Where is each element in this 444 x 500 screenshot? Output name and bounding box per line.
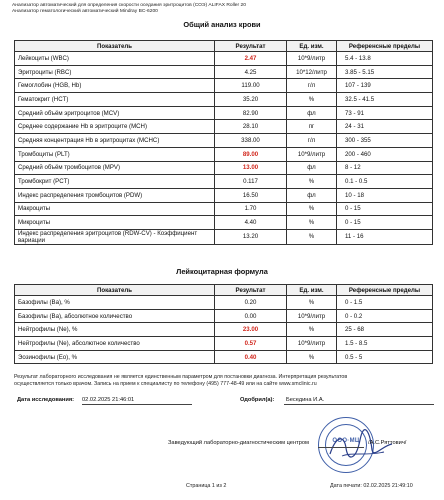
result-cell: 0.40: [215, 350, 287, 364]
signature-line: [82, 404, 192, 405]
unit-cell: фл: [287, 188, 337, 202]
unit-cell: фл: [287, 106, 337, 120]
reference-cell: 0 - 15: [337, 202, 433, 216]
unit-cell: 10*12/литр: [287, 65, 337, 79]
approved-value: Беседина И.А.: [286, 397, 325, 403]
head-value: /А.С.Ряттович/: [368, 440, 407, 446]
table-row: [15, 350, 433, 364]
table-row: [15, 134, 433, 148]
col-header-reference: Референсные пределы: [337, 285, 433, 296]
table-row: [15, 175, 433, 189]
result-cell: 35.20: [215, 93, 287, 107]
indicator-cell: Базофилы (Ba), абсолютное количество: [15, 309, 215, 323]
result-cell: 1.70: [215, 202, 287, 216]
result-cell: 13.20: [215, 229, 287, 244]
col-header-indicator: Показатель: [15, 285, 215, 296]
indicator-cell: Средняя концентрация Hb в эритроцитах (MCHC): [15, 134, 215, 148]
disclaimer-note: [14, 374, 434, 387]
section-title-cbc: Общий анализ крови: [183, 20, 261, 29]
reference-cell: 8 - 12: [337, 161, 433, 175]
unit-cell: 10*9/литр: [287, 309, 337, 323]
unit-cell: фл: [287, 161, 337, 175]
col-header-result: Результат: [215, 41, 287, 52]
reference-cell: 10 - 18: [337, 188, 433, 202]
reference-cell: 24 - 31: [337, 120, 433, 134]
unit-cell: %: [287, 93, 337, 107]
head-label: Заведующий лабораторно-диагностическим центром: [168, 440, 309, 446]
indicator-cell: Тромбоциты (PLT): [15, 147, 215, 161]
indicator-cell: Тромбокрит (PCT): [15, 175, 215, 189]
table-row: [15, 52, 433, 66]
result-cell: 13.00: [215, 161, 287, 175]
result-cell: 0.57: [215, 337, 287, 351]
indicator-cell: Индекс распределения тромбоцитов (PDW): [15, 188, 215, 202]
reference-cell: 0 - 1.5: [337, 296, 433, 310]
indicator-cell: Микроциты: [15, 216, 215, 230]
unit-cell: %: [287, 350, 337, 364]
result-cell: 0.20: [215, 296, 287, 310]
unit-cell: %: [287, 296, 337, 310]
signature-icon: [326, 426, 396, 466]
unit-cell: 10*9/литр: [287, 147, 337, 161]
table-header-row: [15, 285, 433, 296]
indicator-cell: Нейтрофилы (Ne), абсолютное количество: [15, 337, 215, 351]
note-line: Результат лабораторного исследования не является единственным параметром для постановки диагноза. Интерпретация результатов: [14, 374, 348, 380]
col-header-indicator: Показатель: [15, 41, 215, 52]
reference-cell: 1.5 - 8.5: [337, 337, 433, 351]
reference-cell: 0.5 - 5: [337, 350, 433, 364]
unit-cell: %: [287, 229, 337, 244]
print-date: Дата печати: 02.02.2025 21:49:10: [330, 483, 413, 489]
table-row: [15, 188, 433, 202]
unit-cell: г/л: [287, 79, 337, 93]
result-cell: 89.00: [215, 147, 287, 161]
table-row: [15, 147, 433, 161]
reference-cell: 107 - 139: [337, 79, 433, 93]
unit-cell: %: [287, 202, 337, 216]
approved-label: Одобрил(а):: [240, 397, 275, 403]
analyzer-header: [12, 3, 246, 15]
study-date-label: Дата исследования:: [17, 397, 75, 403]
study-date-value: 02.02.2025 21:46:01: [82, 397, 135, 403]
table-row: [15, 337, 433, 351]
note-line: осуществляется только врачом. Запись на прием к специалисту по телефону (495) 777-48-49 или на сайте www.smclinic.ru: [14, 380, 317, 387]
table-row: [15, 93, 433, 107]
col-header-result: Результат: [215, 285, 287, 296]
table-row: [15, 296, 433, 310]
reference-cell: 32.5 - 41.5: [337, 93, 433, 107]
indicator-cell: Индекс распределения эритроцитов (RDW-CV) - Коэффициент вариации: [15, 229, 215, 244]
col-header-reference: Референсные пределы: [337, 41, 433, 52]
indicator-cell: Лейкоциты (WBC): [15, 52, 215, 66]
unit-cell: 10*9/литр: [287, 52, 337, 66]
analyzer-line: Анализатор гематологический автоматический Mindray BC-6200: [12, 9, 158, 15]
table-row: [15, 161, 433, 175]
result-cell: 16.50: [215, 188, 287, 202]
section-title-leukocyte: Лейкоцитарная формула: [176, 267, 268, 276]
reference-cell: 0 - 15: [337, 216, 433, 230]
table-row: [15, 216, 433, 230]
table-row: [15, 202, 433, 216]
unit-cell: %: [287, 175, 337, 189]
unit-cell: г/л: [287, 134, 337, 148]
indicator-cell: Макроциты: [15, 202, 215, 216]
table-row: [15, 229, 433, 244]
indicator-cell: Средний объём эритроцитов (MCV): [15, 106, 215, 120]
result-cell: 28.10: [215, 120, 287, 134]
table-row: [15, 120, 433, 134]
indicator-cell: Эритроциты (RBC): [15, 65, 215, 79]
result-cell: 0.00: [215, 309, 287, 323]
unit-cell: %: [287, 216, 337, 230]
result-cell: 4.40: [215, 216, 287, 230]
lab-stamp-icon: ООО·МЦ: [318, 417, 374, 473]
table-row: [15, 323, 433, 337]
unit-cell: %: [287, 323, 337, 337]
signature-line: [284, 404, 434, 405]
indicator-cell: Среднее содержание Hb в эритроците (MCH): [15, 120, 215, 134]
result-cell: 338.00: [215, 134, 287, 148]
result-cell: 2.47: [215, 52, 287, 66]
reference-cell: 300 - 355: [337, 134, 433, 148]
result-cell: 4.25: [215, 65, 287, 79]
table-header-row: [15, 41, 433, 52]
indicator-cell: Гематокрит (HCT): [15, 93, 215, 107]
indicator-cell: Эозинофилы (Eo), %: [15, 350, 215, 364]
reference-cell: 0.1 - 0.5: [337, 175, 433, 189]
signature-line: [318, 447, 364, 448]
analyzer-line: Анализатор автоматический для определения скорости оседания эритроцитов (СОЭ) ALIFAX Roller 20: [12, 3, 246, 8]
reference-cell: 5.4 - 13.8: [337, 52, 433, 66]
col-header-unit: Ед. изм.: [287, 285, 337, 296]
indicator-cell: Базофилы (Ba), %: [15, 296, 215, 310]
reference-cell: 3.85 - 5.15: [337, 65, 433, 79]
reference-cell: 11 - 16: [337, 229, 433, 244]
col-header-unit: Ед. изм.: [287, 41, 337, 52]
leukocyte-table: [14, 284, 433, 364]
table-row: [15, 106, 433, 120]
cbc-table: [14, 40, 433, 245]
result-cell: 82.90: [215, 106, 287, 120]
table-row: [15, 79, 433, 93]
result-cell: 0.117: [215, 175, 287, 189]
reference-cell: 200 - 460: [337, 147, 433, 161]
unit-cell: пг: [287, 120, 337, 134]
result-cell: 119.00: [215, 79, 287, 93]
page-number: Страница 1 из 2: [186, 483, 227, 489]
indicator-cell: Гемоглобин (HGB, Hb): [15, 79, 215, 93]
table-row: [15, 309, 433, 323]
indicator-cell: Средний объём тромбоцитов (MPV): [15, 161, 215, 175]
result-cell: 23.00: [215, 323, 287, 337]
unit-cell: 10*9/литр: [287, 337, 337, 351]
reference-cell: 25 - 68: [337, 323, 433, 337]
table-row: [15, 65, 433, 79]
reference-cell: 73 - 91: [337, 106, 433, 120]
indicator-cell: Нейтрофилы (Ne), %: [15, 323, 215, 337]
reference-cell: 0 - 0.2: [337, 309, 433, 323]
